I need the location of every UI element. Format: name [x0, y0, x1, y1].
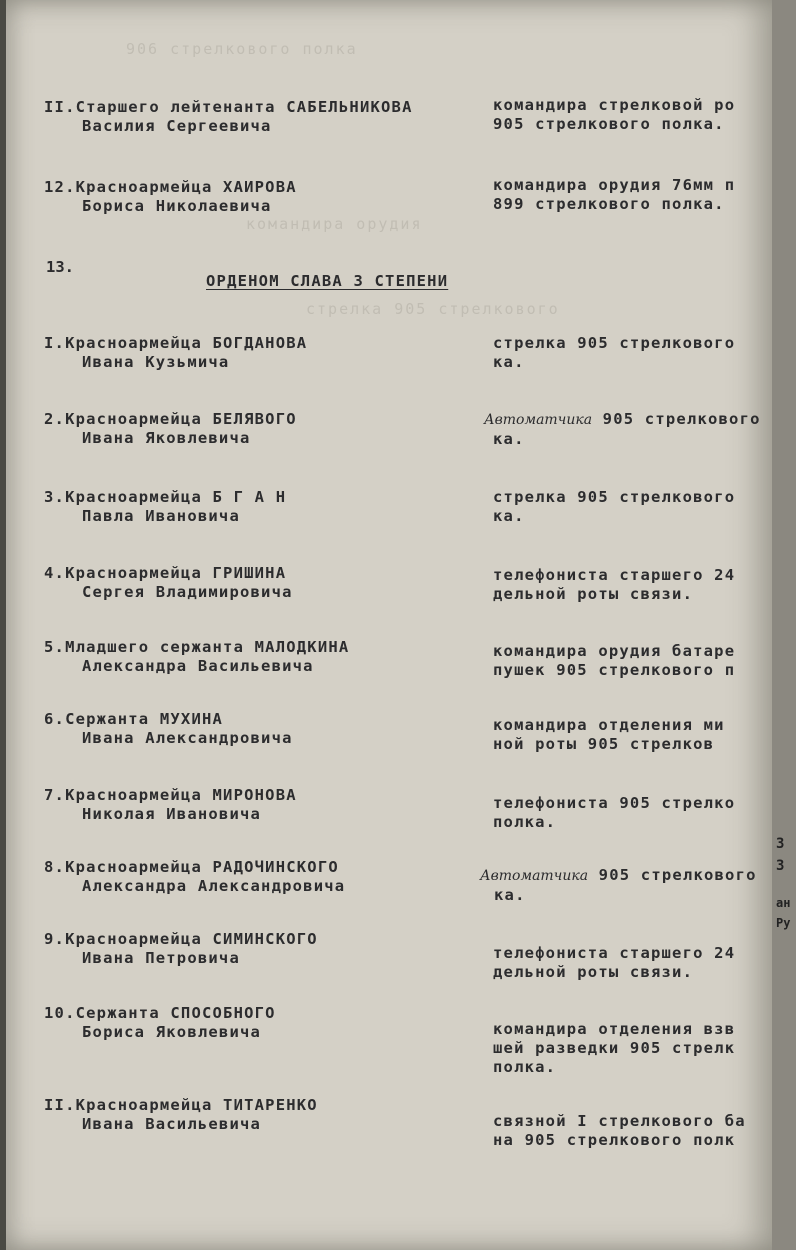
bleed-through-text: стрелка 905 стрелкового — [306, 300, 560, 318]
award-entry-role — [493, 1112, 776, 1150]
given-names: Александра Александровича — [82, 877, 346, 895]
award-entry-name — [44, 488, 484, 526]
award-entry-role — [480, 866, 776, 905]
role-line: полка. — [493, 813, 557, 831]
given-names: Бориса Николаевича — [82, 197, 272, 215]
role-line: ка. — [494, 886, 526, 904]
role-line: телефониста старшего 24 — [493, 944, 736, 962]
section-title: ОРДЕНОМ СЛАВА 3 СТЕПЕНИ — [206, 272, 449, 290]
given-names: Ивана Васильевича — [82, 1115, 262, 1133]
rank-surname: 3.Красноармейца Б Г А Н — [44, 488, 287, 506]
award-entry-role — [484, 410, 776, 449]
rank-surname: 7.Красноармейца МИРОНОВА — [44, 786, 297, 804]
award-entry-role — [493, 566, 776, 604]
adjacent-page-edge — [772, 0, 796, 1250]
award-entry-role — [493, 1020, 776, 1077]
rank-surname: 8.Красноармейца РАДОЧИНСКОГО — [44, 858, 339, 876]
award-entry-role — [493, 334, 776, 372]
given-names: Ивана Александровича — [82, 729, 293, 747]
rank-surname: 12.Красноармейца ХАИРОВА — [44, 178, 297, 196]
award-entry-role — [493, 96, 776, 134]
award-entry-name — [44, 564, 484, 602]
award-entry-role — [493, 794, 776, 832]
section-number: 13. — [46, 258, 74, 276]
role-line: командира отделения взв — [493, 1020, 736, 1038]
award-entry-name — [44, 930, 484, 968]
rank-surname: 6.Сержанта МУХИНА — [44, 710, 224, 728]
rank-surname: 4.Красноармейца ГРИШИНА — [44, 564, 287, 582]
edge-fragment: 3 — [776, 836, 785, 852]
award-entry-role — [493, 488, 776, 526]
award-entry-name — [44, 410, 484, 448]
award-entry-name — [44, 178, 484, 216]
role-line: 905 стрелкового полка. — [493, 115, 725, 133]
role-line: на 905 стрелкового полк — [493, 1131, 736, 1149]
role-line: 905 стрелкового — [588, 866, 757, 884]
role-line: связной I стрелкового ба — [493, 1112, 746, 1130]
role-line: пушек 905 стрелкового п — [493, 661, 736, 679]
award-entry-name — [44, 786, 484, 824]
bleed-through-text: 906 стрелкового полка — [126, 40, 358, 58]
role-line: стрелка 905 стрелкового — [493, 488, 736, 506]
award-entry-role — [493, 642, 776, 680]
award-entry-role — [493, 176, 776, 214]
role-line: 905 стрелкового — [592, 410, 761, 428]
given-names: Ивана Яковлевича — [82, 429, 251, 447]
role-line: дельной роты связи. — [493, 963, 694, 981]
role-line: телефониста 905 стрелко — [493, 794, 736, 812]
role-line: ка. — [493, 430, 525, 448]
role-line: ной роты 905 стрелков — [493, 735, 715, 753]
document-page — [6, 0, 776, 1250]
given-names: Ивана Петровича — [82, 949, 240, 967]
role-line: командира орудия батаре — [493, 642, 736, 660]
award-entry-name — [44, 1004, 484, 1042]
award-entry-name — [44, 98, 484, 136]
given-names: Василия Сергеевича — [82, 117, 272, 135]
role-line: полка. — [493, 1058, 557, 1076]
award-entry-name — [44, 1096, 484, 1134]
given-names: Николая Ивановича — [82, 805, 262, 823]
given-names: Павла Ивановича — [82, 507, 240, 525]
given-names: Сергея Владимировича — [82, 583, 293, 601]
role-line: шей разведки 905 стрелк — [493, 1039, 736, 1057]
award-entry-role — [493, 944, 776, 982]
rank-surname: 9.Красноармейца СИМИНСКОГО — [44, 930, 318, 948]
rank-surname: 10.Сержанта СПОСОБНОГО — [44, 1004, 276, 1022]
role-line: дельной роты связи. — [493, 585, 694, 603]
award-entry-role — [493, 716, 776, 754]
bleed-through-text: командира орудия — [246, 215, 423, 233]
rank-surname: 5.Младшего сержанта МАЛОДКИНА — [44, 638, 350, 656]
role-line: стрелка 905 стрелкового — [493, 334, 736, 352]
role-line: командира орудия 76мм п — [493, 176, 736, 194]
role-line: ка. — [493, 507, 525, 525]
rank-surname: 2.Красноармейца БЕЛЯВОГО — [44, 410, 297, 428]
award-entry-name — [44, 334, 484, 372]
rank-surname: I.Красноармейца БОГДАНОВА — [44, 334, 308, 352]
role-line: 899 стрелкового полка. — [493, 195, 725, 213]
given-names: Ивана Кузьмича — [82, 353, 230, 371]
given-names: Бориса Яковлевича — [82, 1023, 262, 1041]
edge-fragment: Ру — [776, 916, 791, 930]
edge-fragment: 3 — [776, 858, 785, 874]
role-line: телефониста старшего 24 — [493, 566, 736, 584]
award-entry-name — [44, 638, 484, 676]
handwritten-correction: Автоматчика — [480, 868, 589, 884]
rank-surname: II.Старшего лейтенанта САБЕЛЬНИКОВА — [44, 98, 413, 116]
given-names: Александра Васильевича — [82, 657, 314, 675]
rank-surname: II.Красноармейца ТИТАРЕНКО — [44, 1096, 318, 1114]
role-line: командира стрелковой ро — [493, 96, 736, 114]
edge-fragment: ан — [776, 896, 791, 910]
award-entry-name — [44, 710, 484, 748]
award-entry-name — [44, 858, 484, 896]
handwritten-correction: Автоматчика — [484, 412, 593, 428]
role-line: ка. — [493, 353, 525, 371]
role-line: командира отделения ми — [493, 716, 725, 734]
